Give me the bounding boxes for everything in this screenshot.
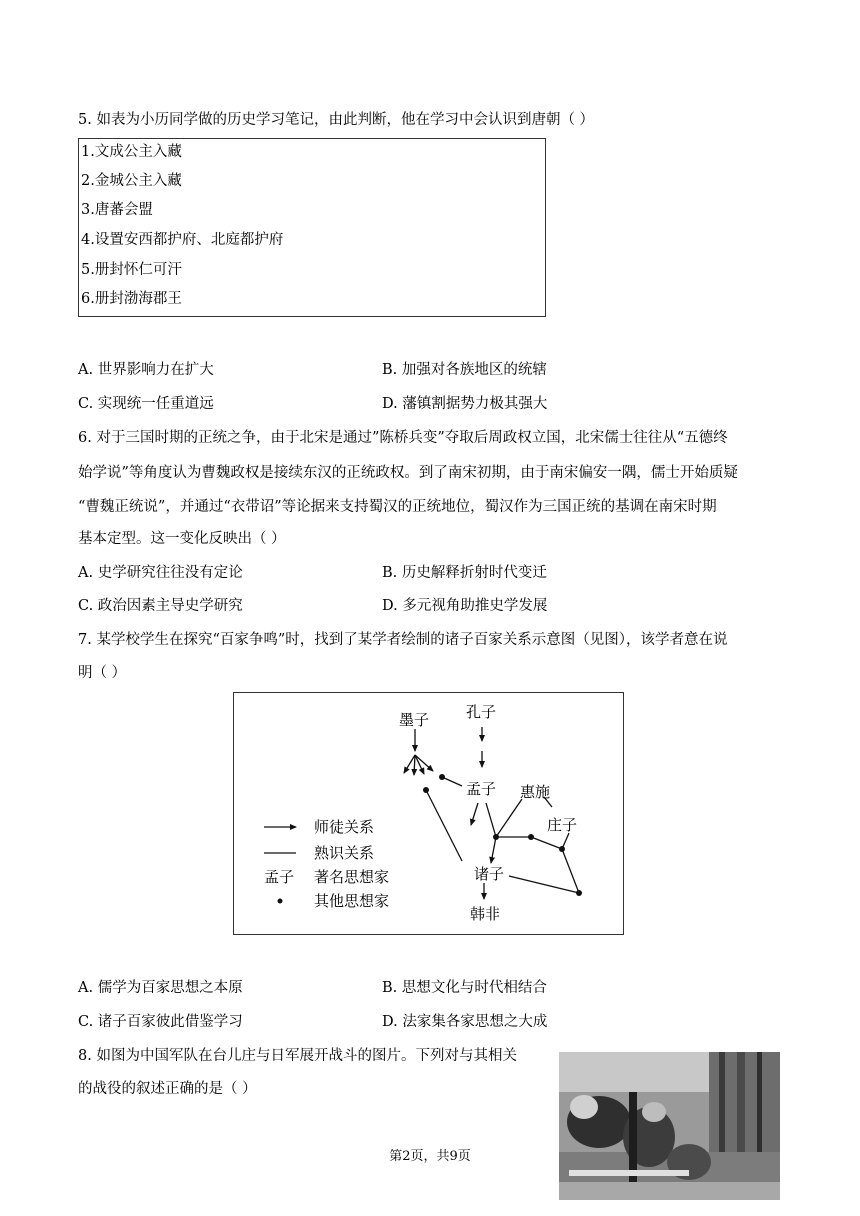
q7-option-a: A. 儒学为百家思想之本原 xyxy=(78,980,243,996)
page-footer: 第2页，共9页 xyxy=(389,1149,471,1164)
q5-option-d: D. 藩镇割据势力极其强大 xyxy=(382,396,548,412)
q7-stem-line-2: 明（ ） xyxy=(78,665,127,681)
q6-stem-line-4: 基本定型。这一变化反映出（ ） xyxy=(78,531,286,547)
q7-option-d: D. 法家集各家思想之大成 xyxy=(382,1014,548,1030)
q7-option-b: B. 思想文化与时代相结合 xyxy=(382,980,547,996)
q5-option-b: B. 加强对各族地区的统辖 xyxy=(382,362,547,378)
q6-stem-line-3: “曹魏正统说”，并通过“衣带诏”等论据来支持蜀汉的正统地位，蜀汉作为三国正统的基调在南宋时期 xyxy=(78,499,717,515)
label-huishi: 惠施 xyxy=(520,783,551,801)
q6-stem-line-1: 6. 对于三国时期的正统之争，由于北宋是通过”陈桥兵变”夺取后周政权立国，北宋儒士往往从“五德终 xyxy=(78,430,728,446)
diagram-lines xyxy=(234,693,625,936)
label-kongzi: 孔子 xyxy=(466,703,497,721)
q6-option-d: D. 多元视角助推史学发展 xyxy=(382,598,548,614)
q5-note-6: 6.册封渤海郡王 xyxy=(81,291,182,307)
label-mengzi: 孟子 xyxy=(466,780,497,798)
q8-stem-line-1: 8. 如图为中国军队在台儿庄与日军展开战斗的图片。下列对与其相关 xyxy=(78,1048,517,1064)
legend-master-disciple: 师徒关系 xyxy=(314,818,375,836)
q7-relationship-diagram xyxy=(233,692,624,935)
q5-note-5: 5.册封怀仁可汗 xyxy=(81,262,182,278)
q6-option-c: C. 政治因素主导史学研究 xyxy=(78,598,243,614)
label-zhuangzi: 庄子 xyxy=(547,816,578,834)
q6-option-b: B. 历史解释折射时代变迁 xyxy=(382,565,547,581)
q7-option-c: C. 诸子百家彼此借鉴学习 xyxy=(78,1014,243,1030)
legend-dot xyxy=(278,899,283,904)
q8-stem-line-2: 的战役的叙述正确的是（ ） xyxy=(78,1081,257,1097)
q6-option-a: A. 史学研究往往没有定论 xyxy=(78,565,243,581)
q5-note-1: 1.文成公主入藏 xyxy=(81,144,182,160)
label-hanfei: 韩非 xyxy=(470,905,501,923)
q5-note-4: 4.设置安西都护府、北庭都护府 xyxy=(81,232,284,248)
q5-option-a: A. 世界影响力在扩大 xyxy=(78,362,214,378)
q5-note-2: 2.金城公主入藏 xyxy=(81,173,182,189)
q5-notes-table xyxy=(78,138,546,317)
legend-famous: 著名思想家 xyxy=(314,868,390,886)
legend-other: 其他思想家 xyxy=(314,892,390,910)
q5-note-3: 3.唐蕃会盟 xyxy=(81,202,153,218)
legend-famous-sample: 孟子 xyxy=(264,868,295,886)
legend-acquaintance: 熟识关系 xyxy=(314,844,375,862)
q7-stem-line-1: 7. 某学校学生在探究“百家争鸣”时，找到了某学者绘制的诸子百家关系示意图（见图），该学者意在说 xyxy=(78,632,728,648)
label-mozi: 墨子 xyxy=(399,711,430,729)
q5-stem: 5. 如表为小历同学做的历史学习笔记，由此判断，他在学习中会认识到唐朝（ ） xyxy=(78,112,595,128)
q5-option-c: C. 实现统一任重道远 xyxy=(78,396,214,412)
q8-battle-photo xyxy=(559,1052,780,1200)
label-zhuzi: 诸子 xyxy=(474,865,505,883)
q6-stem-line-2: 始学说”等角度认为曹魏政权是接续东汉的正统政权。到了南宋初期，由于南宋偏安一隅，儒士开始质疑 xyxy=(78,465,738,481)
photo-image xyxy=(559,1052,780,1200)
